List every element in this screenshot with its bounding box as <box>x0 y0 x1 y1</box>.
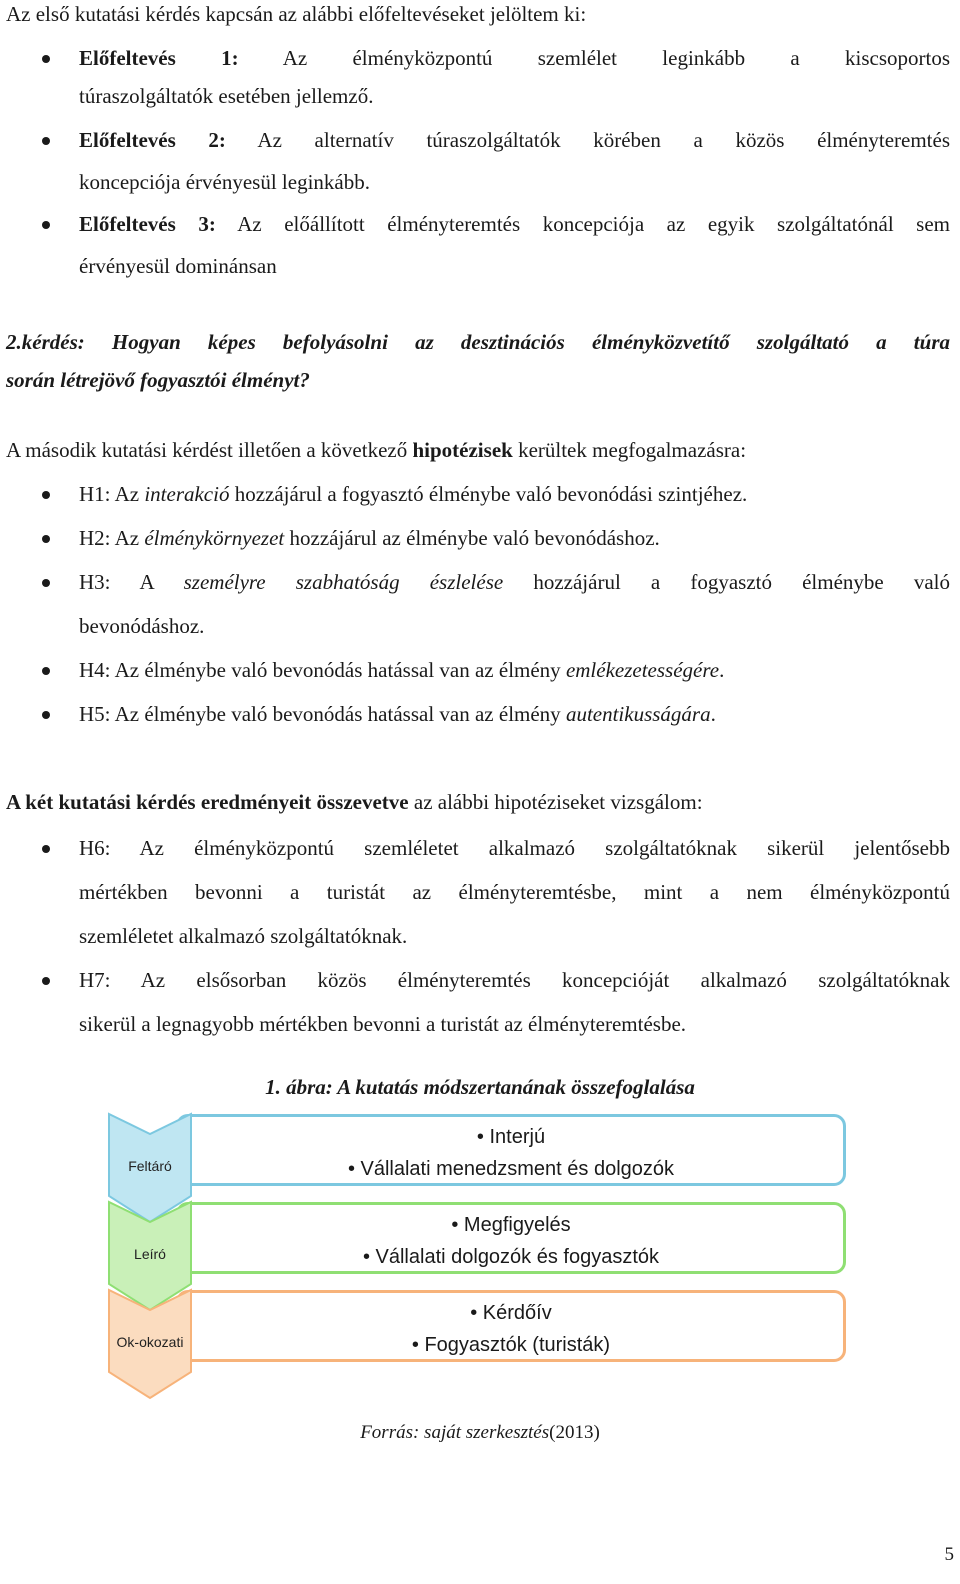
bullet-icon <box>42 535 50 543</box>
bullet-icon <box>42 221 50 229</box>
page-number: 5 <box>944 1544 954 1565</box>
methodology-diagram <box>104 1112 864 1402</box>
bullet-icon <box>42 491 50 499</box>
list-item: H7: Az elsősorban közös élményteremtés koncepcióját alkalmazó szolgáltatóknak <box>0 958 960 1002</box>
combined-intro: A két kutatási kérdés eredményeit összevetve az alábbi hipotéziseket vizsgálom: <box>6 790 703 814</box>
list-item: H6: Az élményközpontú szemléletet alkalmazó szolgáltatóknak sikerül jelentősebb <box>0 826 960 870</box>
bullet-icon <box>42 711 50 719</box>
list-item: H5: Az élménybe való bevonódás hatással van az élmény autentikusságára. <box>0 692 960 736</box>
figure-source: Forrás: saját szerkesztés(2013) <box>360 1422 600 1443</box>
stage-label: Leíró <box>134 1246 166 1262</box>
intro-text: Az első kutatási kérdés kapcsán az alábbi előfeltevéseket jelöltem ki: <box>6 2 587 26</box>
bullet-icon <box>42 977 50 985</box>
list-item-continuation: bevonódáshoz. <box>79 614 205 638</box>
list-item-continuation: túraszolgáltatók esetében jellemző. <box>79 84 374 108</box>
bullet-icon <box>42 137 50 145</box>
diagram-box-exploratory: • Interjú • Vállalati menedzsment és dolgozók <box>176 1114 846 1186</box>
hypotheses-intro: A második kutatási kérdést illetően a következő hipotézisek kerültek megfogalmazásra: <box>6 438 747 462</box>
list-item: H3: A személyre szabhatóság észlelése hozzájárul a fogyasztó élménybe való <box>0 560 960 604</box>
list-item-continuation: szemléletet alkalmazó szolgáltatóknak. <box>79 924 408 948</box>
assumption-list <box>0 36 960 288</box>
stage-chevron-causal <box>108 1288 192 1400</box>
diagram-box-descriptive: • Megfigyelés • Vállalati dolgozók és fogyasztók <box>176 1202 846 1274</box>
list-item: H2: Az élménykörnyezet hozzájárul az élménybe való bevonódáshoz. <box>0 516 960 560</box>
bullet-icon <box>42 55 50 63</box>
question-2-line1: 2.kérdés: Hogyan képes befolyásolni az desztinációs élményközvetítő szolgáltató a túra <box>6 330 950 354</box>
list-item: H4: Az élménybe való bevonódás hatással van az élmény emlékezetességére. <box>0 648 960 692</box>
stage-label: Ok-okozati <box>116 1334 184 1350</box>
bullet-icon <box>42 667 50 675</box>
bullet-icon <box>42 579 50 587</box>
hypothesis-list <box>0 472 960 736</box>
list-item: Előfeltevés 2: Az alternatív túraszolgáltatók körében a közös élményteremtés <box>0 118 960 162</box>
diagram-box-causal: • Kérdőív • Fogyasztók (turisták) <box>176 1290 846 1362</box>
list-item-continuation: koncepciója érvényesül leginkább. <box>79 170 370 194</box>
list-item: Előfeltevés 1: Az élményközpontú szemlélet leginkább a kiscsoportos <box>0 36 960 80</box>
list-item-continuation: mértékben bevonni a turistát az élményteremtésbe, mint a nem élményközpontú <box>79 880 950 904</box>
list-item-continuation: sikerül a legnagyobb mértékben bevonni a turistát az élményteremtésbe. <box>79 1012 687 1036</box>
combined-hypothesis-list <box>0 826 960 1046</box>
bullet-icon <box>42 845 50 853</box>
question-2-line2: során létrejövő fogyasztói élményt? <box>6 368 310 392</box>
list-item-continuation: érvényesül dominánsan <box>79 254 277 278</box>
list-item: H1: Az interakció hozzájárul a fogyasztó élménybe való bevonódási szintjéhez. <box>0 472 960 516</box>
stage-label: Feltáró <box>128 1158 172 1174</box>
list-item: Előfeltevés 3: Az előállított élményteremtés koncepciója az egyik szolgáltatónál sem <box>0 202 960 246</box>
figure-caption: 1. ábra: A kutatás módszertanának összefoglalása <box>265 1075 695 1099</box>
